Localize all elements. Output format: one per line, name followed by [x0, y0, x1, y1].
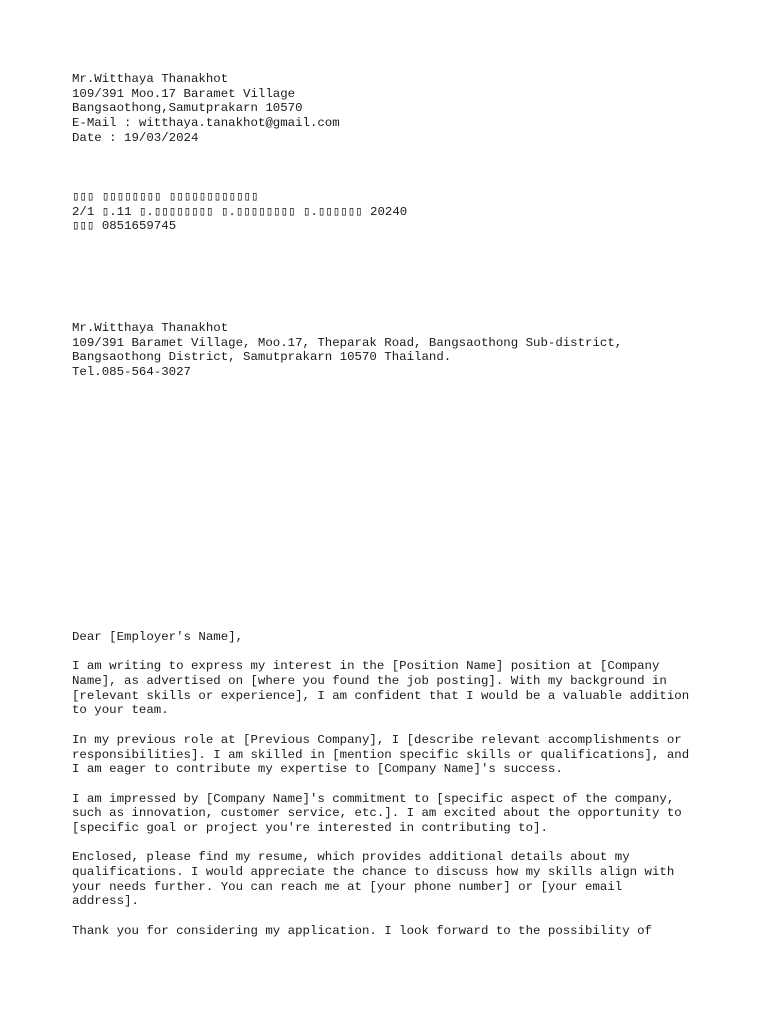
letter-body	[72, 630, 712, 938]
paragraph-previous-role	[72, 733, 712, 777]
recipient-address-line-1: 109/391 Baramet Village, Moo.17, Theparak Road, Bangsaothong Sub-district,	[72, 335, 623, 350]
thai-phone-line: ▯▯▯ 0851659745	[72, 219, 177, 234]
paragraph-line: Thank you for considering my application. I look forward to the possibility of	[72, 923, 652, 938]
paragraph-closing	[72, 924, 712, 939]
paragraph-line: Enclosed, please find my resume, which provides additional details about my	[72, 850, 630, 865]
paragraph-line: qualifications. I would appreciate the chance to discuss how my skills align with	[72, 865, 675, 879]
salutation	[72, 630, 712, 645]
thai-address-block	[72, 190, 712, 234]
paragraph-interest	[72, 659, 712, 718]
paragraph-line: [relevant skills or experience], I am confident that I would be a valuable addition	[72, 688, 690, 703]
paragraph-line: your needs further. You can reach me at [your phone number] or [your email	[72, 879, 623, 894]
paragraph-line: Name], as advertised on [where you found the job posting]. With my background in	[72, 674, 667, 689]
paragraph-line: to your team.	[72, 703, 169, 718]
salutation-line: Dear [Employer's Name],	[72, 630, 244, 644]
paragraph-line: I am writing to express my interest in the [Position Name] position at [Company	[72, 659, 660, 674]
thai-address-line: 2/1 ▯.11 ▯.▯▯▯▯▯▯▯▯ ▯.▯▯▯▯▯▯▯▯ ▯.▯▯▯▯▯▯ 20240	[72, 204, 408, 219]
recipient-phone: Tel.085-564-3027	[72, 365, 191, 380]
recipient-name: Mr.Witthaya Thanakhot	[72, 321, 229, 335]
recipient-address-line-2: Bangsaothong District, Samutprakarn 10570 Thailand.	[72, 350, 452, 365]
paragraph-line: such as innovation, customer service, etc.]. I am excited about the opportunity to	[72, 806, 682, 821]
paragraph-line: I am impressed by [Company Name]'s commitment to [specific aspect of the company,	[72, 791, 675, 806]
sender-address-line-1: 109/391 Moo.17 Baramet Village	[72, 86, 296, 101]
paragraph-enclosed-resume	[72, 850, 712, 909]
paragraph-line: responsibilities]. I am skilled in [mention specific skills or qualifications], and	[72, 747, 690, 762]
sender-email: E-Mail : witthaya.tanakhot@gmail.com	[72, 116, 340, 131]
paragraph-line: [specific goal or project you're interested in contributing to].	[72, 820, 548, 835]
letter-date: Date : 19/03/2024	[72, 130, 199, 145]
paragraph-company-commitment	[72, 792, 712, 836]
paragraph-line: address].	[72, 894, 139, 909]
sender-address-line-2: Bangsaothong,Samutprakarn 10570	[72, 101, 303, 116]
thai-name-line: ▯▯▯ ▯▯▯▯▯▯▯▯ ▯▯▯▯▯▯▯▯▯▯▯▯	[72, 190, 259, 204]
paragraph-line: I am eager to contribute my expertise to [Company Name]'s success.	[72, 762, 563, 777]
sender-address-block	[72, 72, 712, 145]
sender-name: Mr.Witthaya Thanakhot	[72, 72, 229, 86]
paragraph-line: In my previous role at [Previous Company], I [describe relevant accomplishments or	[72, 732, 682, 747]
recipient-address-block	[72, 321, 712, 380]
